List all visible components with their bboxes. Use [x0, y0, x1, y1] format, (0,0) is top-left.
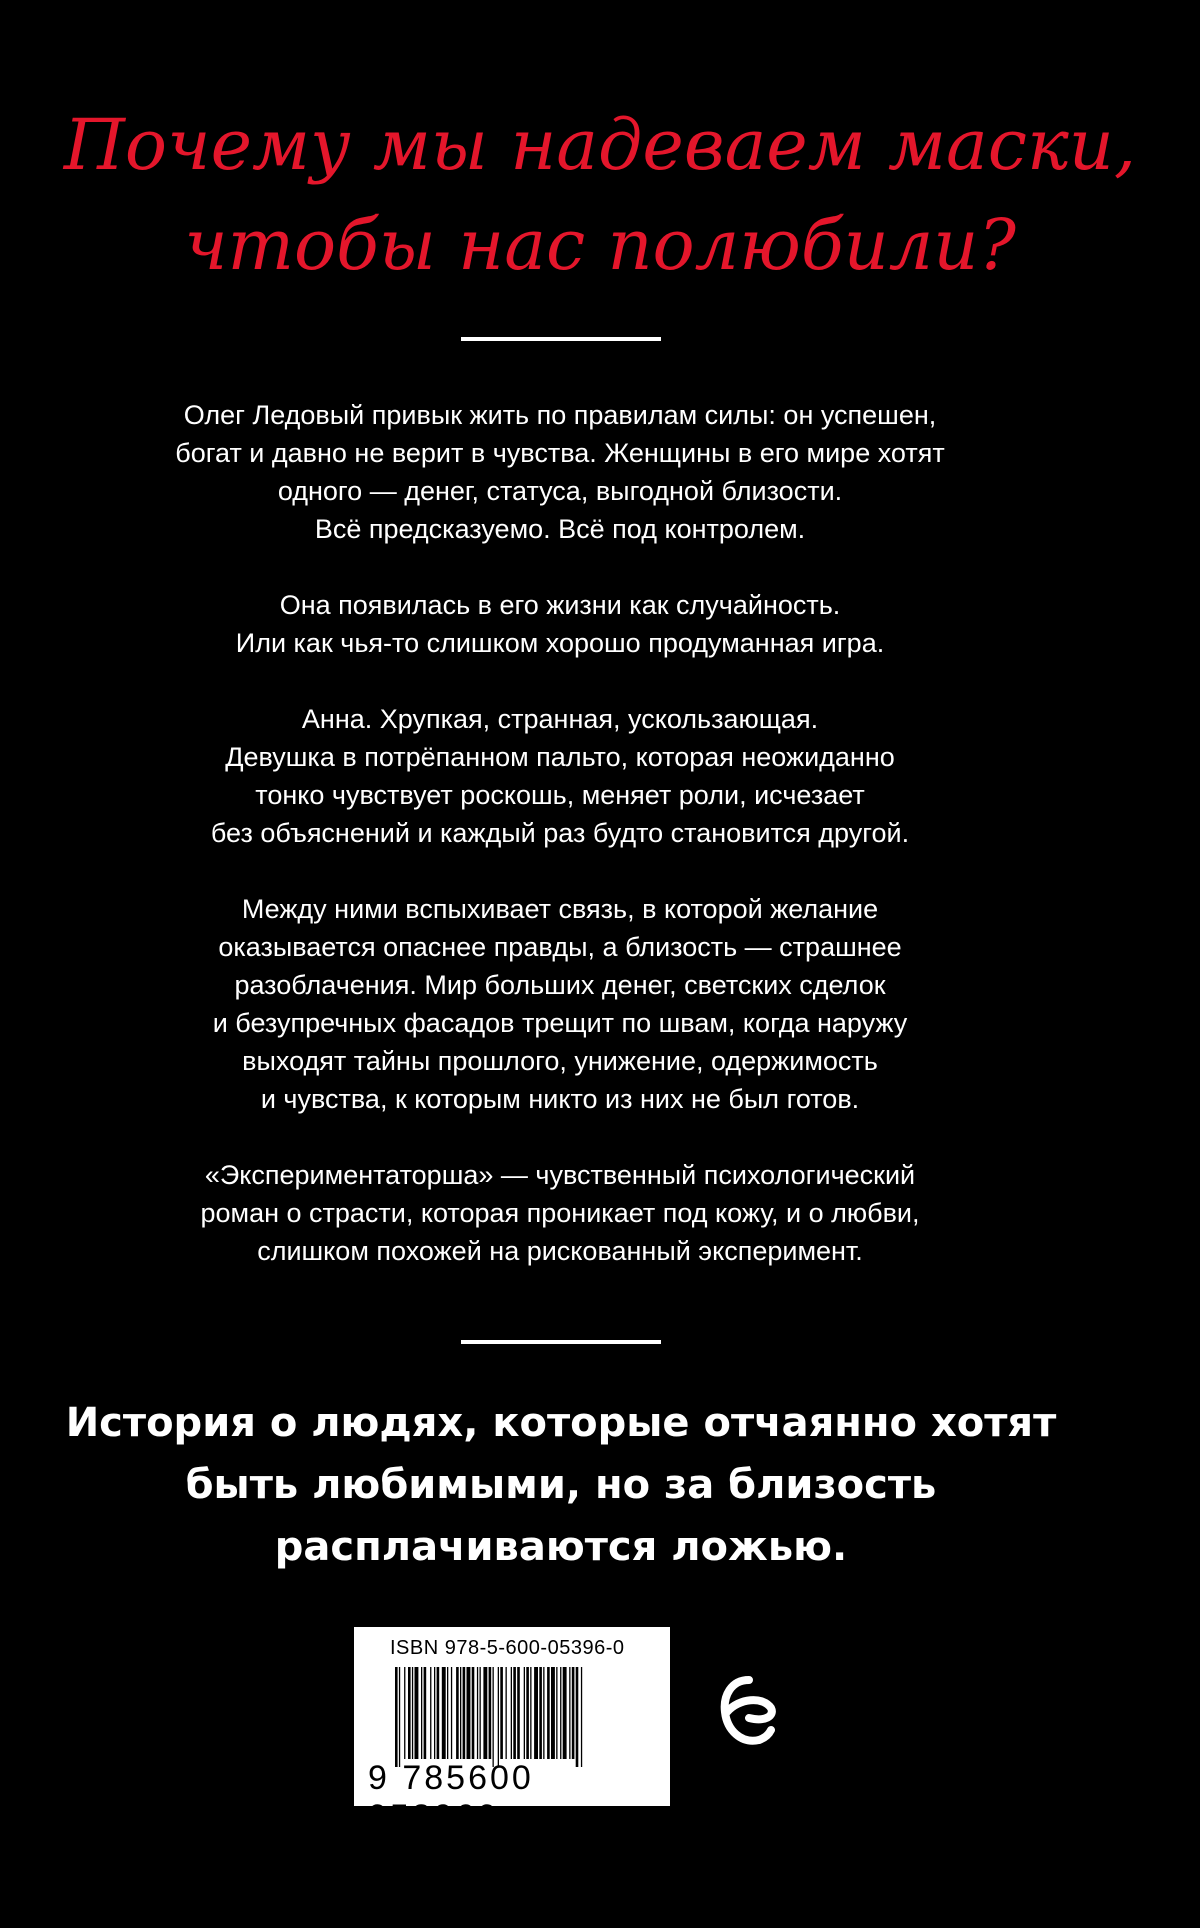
closing-statement: [0, 1392, 1122, 1578]
synopsis-paragraph: [100, 1156, 1020, 1270]
barcode-bar: [404, 1667, 405, 1759]
barcode-bar: [556, 1667, 557, 1759]
barcode-bar: [560, 1667, 561, 1759]
bottom-divider: [461, 1340, 661, 1344]
barcode-bar: [424, 1667, 427, 1759]
barcode-bar: [483, 1667, 487, 1759]
synopsis-line: роман о страсти, которая проникает под кожу, и о любви,: [200, 1198, 920, 1228]
isbn-label: ISBN 978-5-600-05396-0: [390, 1637, 625, 1659]
synopsis-paragraph: [100, 586, 1020, 662]
synopsis-line: Она появилась в его жизни как случайность.: [279, 590, 841, 620]
synopsis-line: разоблачения. Мир больших денег, светских сделок: [234, 970, 886, 1000]
barcode-bar: [451, 1667, 452, 1759]
barcode-bar: [430, 1667, 431, 1759]
tagline: [0, 95, 1200, 295]
synopsis-line: Девушка в потрёпанном пальто, которая неожиданно: [225, 742, 895, 772]
barcode-bar: [442, 1667, 446, 1759]
synopsis-line: выходят тайны прошлого, унижение, одержимость: [242, 1046, 878, 1076]
synopsis-line: и чувства, к которым никто из них не был готов.: [260, 1084, 860, 1114]
barcode-bar: [480, 1667, 481, 1759]
barcode-bar: [447, 1667, 448, 1759]
synopsis-line: Олег Ледовый привык жить по правилам силы: он успешен,: [183, 400, 937, 430]
barcode-bar: [498, 1667, 499, 1767]
barcode-bar: [467, 1667, 471, 1759]
barcode-bar: [408, 1667, 411, 1759]
barcode-bar: [395, 1667, 398, 1767]
synopsis-line: богат и давно не верит в чувства. Женщины в его мире хотят: [175, 438, 945, 468]
barcode-bar: [511, 1667, 512, 1759]
barcode-bars: [395, 1667, 629, 1767]
barcode-bar: [547, 1667, 550, 1759]
barcode-bar: [581, 1667, 582, 1767]
barcode-bar: [399, 1667, 400, 1767]
synopsis-line: Анна. Хрупкая, странная, ускользающая.: [301, 704, 819, 734]
barcode-bar: [434, 1667, 435, 1759]
barcode-bar: [489, 1667, 492, 1759]
tagline-line: Почему мы надеваем маски,: [63, 104, 1137, 186]
synopsis-line: оказывается опаснее правды, а близость — страшнее: [218, 932, 902, 962]
barcode-digits: 9 785600 053960 >: [368, 1759, 535, 1836]
barcode-bar: [530, 1667, 531, 1759]
barcode-bar: [506, 1667, 507, 1759]
synopsis-paragraph: [100, 890, 1020, 1118]
synopsis-line: Или как чья-то слишком хорошо продуманная игра.: [235, 628, 885, 658]
closing-line: быть любимыми, но за близость: [185, 1462, 937, 1508]
barcode-bar: [526, 1667, 529, 1759]
barcode-bar: [524, 1667, 525, 1759]
top-divider: [461, 337, 661, 341]
barcode-bar: [412, 1667, 413, 1759]
barcode-bar: [551, 1667, 555, 1759]
synopsis-line: и безупречных фасадов трещит по швам, когда наружу: [212, 1008, 908, 1038]
isbn-barcode: [354, 1627, 670, 1836]
barcode-bar: [576, 1667, 579, 1767]
barcode-bar: [421, 1667, 422, 1759]
synopsis-line: без объяснений и каждый раз будто становится другой.: [210, 818, 910, 848]
barcode-bar: [517, 1667, 520, 1759]
synopsis-line: Всё предсказуемо. Всё под контролем.: [314, 514, 806, 544]
barcode-bar: [456, 1667, 459, 1759]
synopsis-paragraph: [100, 396, 1020, 548]
barcode-bar: [415, 1667, 419, 1759]
barcode-bar: [539, 1667, 542, 1759]
barcode-bar: [460, 1667, 461, 1759]
barcode-bar: [563, 1667, 567, 1759]
synopsis-line: тонко чувствует роскошь, меняет роли, исчезает: [255, 780, 865, 810]
publisher-logo-icon: [719, 1668, 779, 1758]
barcode-bar: [534, 1667, 538, 1759]
synopsis: [100, 396, 1020, 1308]
synopsis-line: слишком похожей на рискованный эксперимент.: [257, 1236, 863, 1266]
barcode-bar: [437, 1667, 440, 1759]
synopsis-line: Между ними вспыхивает связь, в которой желание: [241, 894, 879, 924]
closing-line: История о людях, которые отчаянно хотят: [65, 1400, 1057, 1446]
barcode-bar: [472, 1667, 475, 1759]
barcode-bar: [493, 1667, 494, 1767]
barcode-bar: [543, 1667, 544, 1759]
barcode-bar: [572, 1667, 575, 1759]
barcode-bar: [500, 1667, 503, 1759]
synopsis-paragraph: [100, 700, 1020, 852]
barcode-bar: [513, 1667, 516, 1759]
barcode-bar: [463, 1667, 466, 1759]
synopsis-line: «Экспериментаторша» — чувственный психологический: [204, 1160, 916, 1190]
barcode-bar: [569, 1667, 570, 1759]
tagline-line: чтобы нас полюбили?: [184, 204, 1016, 286]
barcode-bar: [477, 1667, 478, 1759]
synopsis-line: одного — денег, статуса, выгодной близости.: [277, 476, 843, 506]
closing-line: расплачиваются ложью.: [274, 1524, 848, 1570]
